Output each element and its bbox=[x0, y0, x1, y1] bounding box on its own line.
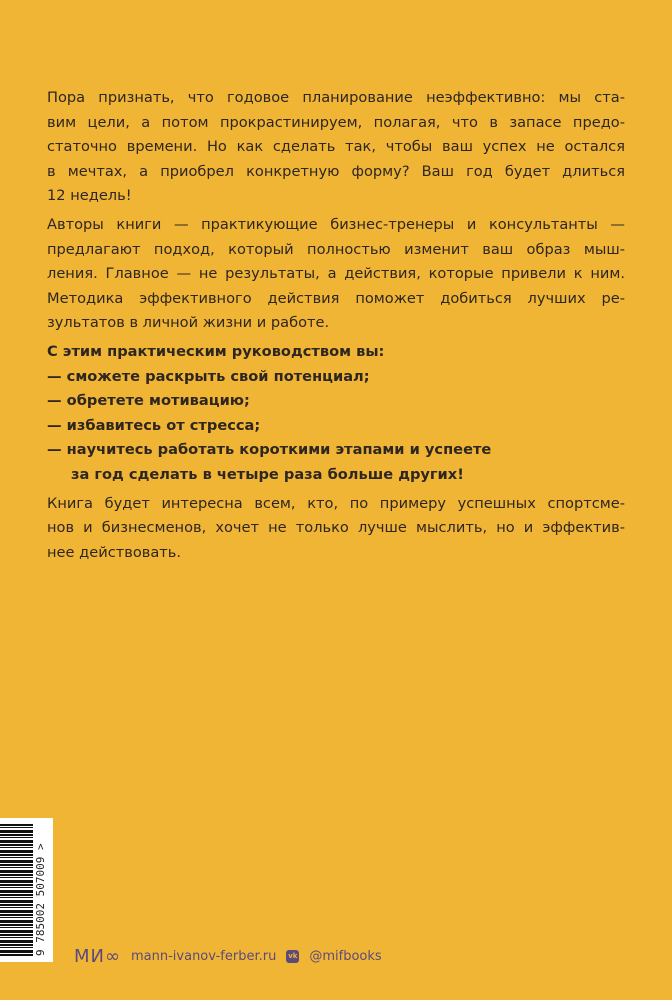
paragraph-intro bbox=[47, 86, 625, 209]
text-line: Книга будет интересна всем, кто, по примеру успешных спортсме- bbox=[47, 494, 625, 512]
text-line: нее действовать. bbox=[47, 543, 182, 561]
text-line: Методика эффективного действия поможет добиться лучших ре- bbox=[47, 289, 625, 307]
text-line: вим цели, а потом прокрастинируем, полагая, что в запасе предо- bbox=[47, 113, 625, 131]
list-item-continuation: за год сделать в четыре раза больше других! bbox=[71, 465, 464, 483]
text-line: ления. Главное — не результаты, а действия, которые привели к ним. bbox=[47, 265, 625, 282]
website-link[interactable]: mann-ivanov-ferber.ru bbox=[131, 949, 277, 964]
back-cover-text bbox=[47, 86, 625, 570]
paragraph-authors bbox=[47, 213, 625, 336]
social-handle[interactable]: @mifbooks bbox=[309, 949, 382, 964]
text-line: нов и бизнесменов, хочет не только лучше мыслить, но и эффектив- bbox=[47, 519, 625, 536]
text-line: 12 недель! bbox=[47, 187, 132, 204]
text-line: Авторы книги — практикующие бизнес-тренеры и консультанты — bbox=[47, 216, 625, 233]
text-line: предлагают подход, который полностью изменит ваш образ мыш- bbox=[47, 240, 625, 258]
text-line: зультатов в личной жизни и работе. bbox=[47, 314, 330, 331]
paragraph-audience bbox=[47, 492, 625, 566]
list-item: — обретете мотивацию; bbox=[47, 392, 250, 409]
vk-icon: vk bbox=[286, 950, 299, 963]
text-line: статочно времени. Но как сделать так, чтобы ваш успех не остался bbox=[47, 138, 625, 155]
list-heading: С этим практическим руководством вы: bbox=[47, 343, 385, 360]
text-line: в мечтах, а приобрел конкретную форму? Ваш год будет длиться bbox=[47, 162, 625, 180]
list-item: — избавитесь от стресса; bbox=[47, 416, 261, 434]
list-item: — научитесь работать короткими этапами и успеете bbox=[47, 441, 492, 458]
benefits-list bbox=[47, 340, 625, 487]
publisher-footer bbox=[74, 946, 382, 967]
isbn-number: 9 785002 507009 > bbox=[34, 843, 47, 956]
barcode bbox=[0, 818, 53, 962]
barcode-bars bbox=[0, 824, 33, 956]
publisher-logo: МИ∞ bbox=[74, 946, 121, 967]
list-item: — сможете раскрыть свой потенциал; bbox=[47, 367, 370, 385]
text-line: Пора признать, что годовое планирование неэффективно: мы ста- bbox=[47, 89, 625, 106]
